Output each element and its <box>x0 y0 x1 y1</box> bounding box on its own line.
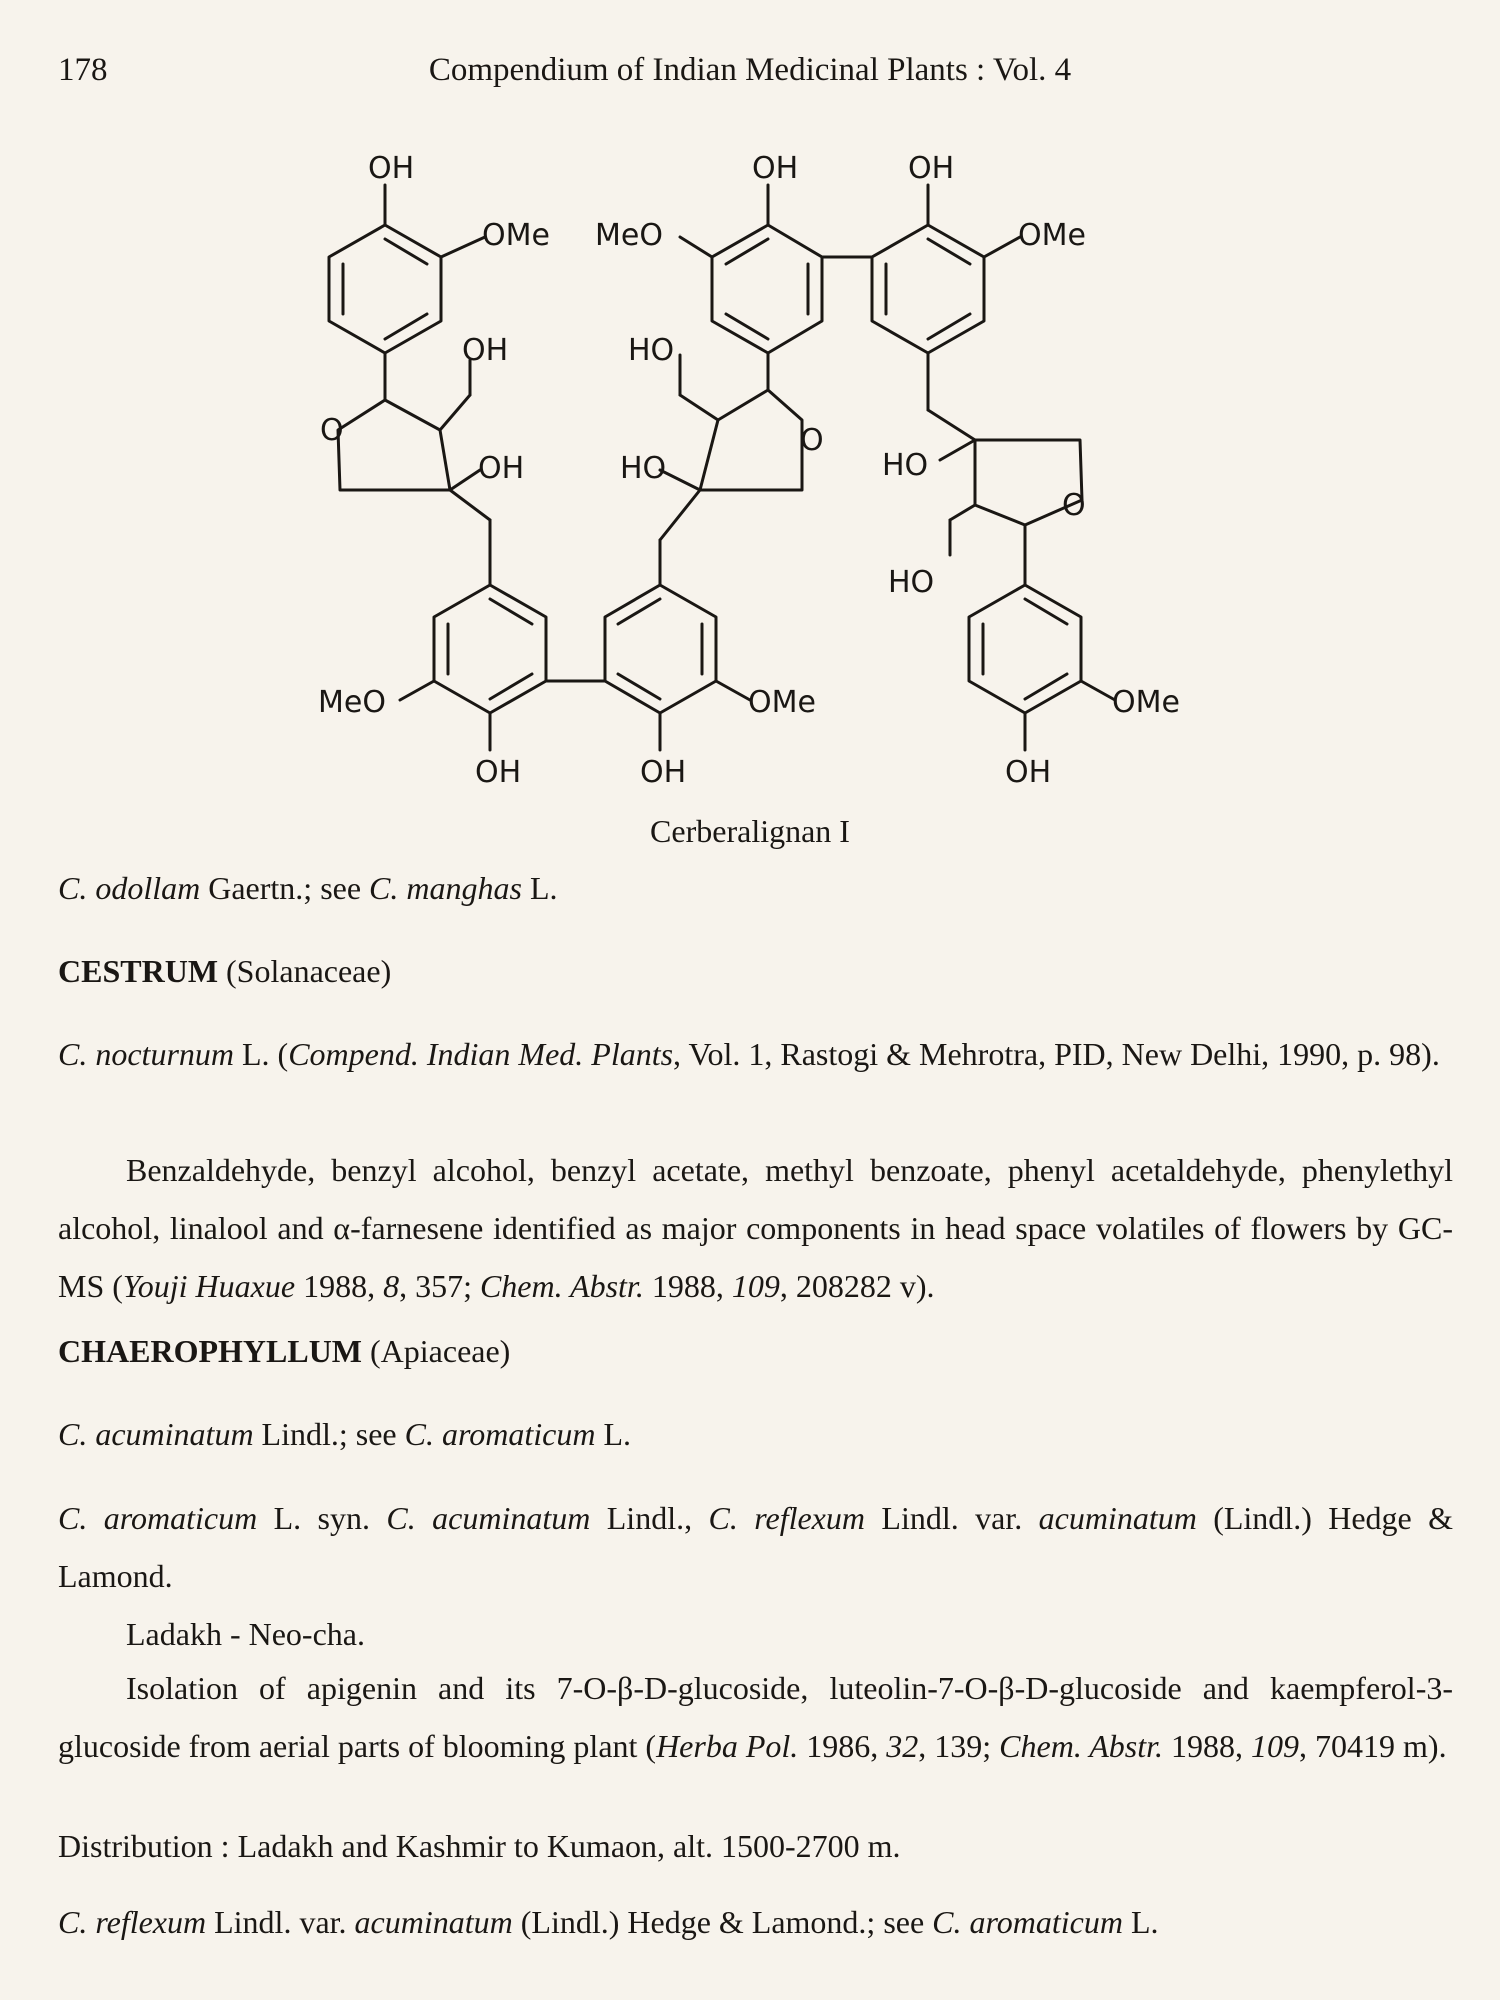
distribution-line: Distribution : Ladakh and Kashmir to Kumaon, alt. 1500-2700 m. <box>58 1828 901 1864</box>
page-number: 178 <box>58 52 108 88</box>
cross-reference: C. manghas <box>369 870 522 906</box>
label-o: O <box>800 423 824 458</box>
label-oh: OH <box>462 333 509 368</box>
species-name: C. odollam <box>58 870 201 906</box>
body-text-span: 1986, <box>798 1728 887 1764</box>
author-text: Lindl. var. <box>206 1904 355 1940</box>
entry-c-reflexum <box>58 1893 1453 1951</box>
variety-name: acuminatum <box>354 1904 513 1940</box>
journal-name: Chem. Abstr. <box>479 1268 644 1304</box>
journal-name: Herba Pol. <box>656 1728 799 1764</box>
body-text-span: 1988, <box>1163 1728 1252 1764</box>
running-title: Compendium of Indian Medicinal Plants : Vol. 4 <box>428 52 1072 88</box>
label-ho: HO <box>620 451 667 486</box>
author-text: L. <box>595 1416 631 1452</box>
paragraph-c-aromaticum <box>58 1659 1453 1775</box>
author-text: (Lindl.) Hedge & Lamond. <box>58 1500 1454 1594</box>
label-ome: OMe <box>1018 218 1086 253</box>
label-ome: OMe <box>1112 685 1180 720</box>
volume-number: 32 <box>886 1728 919 1764</box>
label-oh: OH <box>368 151 415 186</box>
volume-number: 109 <box>731 1268 780 1304</box>
variety-name: acuminatum <box>1038 1500 1197 1536</box>
cross-reference: C. aromaticum <box>404 1416 596 1452</box>
family-name: (Apiaceae) <box>362 1333 511 1369</box>
label-oh: OH <box>640 755 687 790</box>
synonym: C. acuminatum <box>386 1500 591 1536</box>
species-name: C. acuminatum <box>58 1416 254 1452</box>
label-oh: OH <box>908 151 955 186</box>
body-text-span: Isolation of apigenin and its 7-O-β-D-glucoside, luteolin-7-O-β-D-glucoside and kaempferol-3-glucoside from aerial parts of blooming plant ( <box>58 1670 1453 1764</box>
author-text: (Lindl.) Hedge & Lamond.; see <box>512 1904 933 1940</box>
paragraph-c-nocturnum <box>58 1141 1453 1315</box>
label-oh: OH <box>1005 755 1052 790</box>
genus-heading-chaerophyllum <box>58 1322 1453 1380</box>
volume-number: 8 <box>383 1268 400 1304</box>
cross-reference: C. aromaticum <box>932 1904 1123 1940</box>
cerberalignan-structure-diagram <box>0 0 1500 800</box>
author-text: Gaertn.; see <box>200 870 370 906</box>
label-oh: OH <box>475 755 522 790</box>
body-text-span: 1988, <box>295 1268 384 1304</box>
volume-number: 109 <box>1251 1728 1300 1764</box>
body-text-span: , 139; <box>918 1728 1000 1764</box>
structure-bonds <box>329 185 1115 750</box>
species-name: C. nocturnum <box>58 1036 234 1072</box>
genus-name: CHAEROPHYLLUM <box>58 1333 362 1369</box>
label-ome: OMe <box>748 685 816 720</box>
family-name: (Solanaceae) <box>218 953 392 989</box>
body-text-span: , 70419 m). <box>1299 1728 1447 1764</box>
author-text: L. ( <box>234 1036 289 1072</box>
synonym: C. reflexum <box>708 1500 865 1536</box>
species-name: C. aromaticum <box>58 1500 258 1536</box>
body-text-span: Benzaldehyde, benzyl alcohol, benzyl acetate, methyl benzoate, phenyl acetaldehyde, phenylethyl alcohol, linalool and α-farnesene identified as major components in head space volatiles of flowers by GC-MS ( <box>58 1152 1453 1304</box>
figure-caption: Cerberalignan I <box>650 813 850 849</box>
author-text: Lindl. var. <box>865 1500 1039 1536</box>
label-oh: OH <box>752 151 799 186</box>
author-text: L. <box>1122 1904 1159 1940</box>
genus-name: CESTRUM <box>58 953 219 989</box>
label-ho: HO <box>628 333 675 368</box>
label-ho: HO <box>882 448 929 483</box>
label-ho: HO <box>888 565 935 600</box>
entry-c-odollam <box>58 859 1453 917</box>
species-name: C. reflexum <box>58 1904 207 1940</box>
reference-title: Compend. Indian Med. Plants <box>288 1036 674 1072</box>
journal-name: Youji Huaxue <box>122 1268 296 1304</box>
entry-c-nocturnum <box>58 1025 1453 1083</box>
author-text: Lindl., <box>590 1500 709 1536</box>
body-text-span: , 208282 v). <box>779 1268 935 1304</box>
label-oh: OH <box>478 451 525 486</box>
label-o: O <box>1062 488 1086 523</box>
genus-heading-cestrum <box>58 942 1453 1000</box>
label-meo: MeO <box>595 218 663 253</box>
author-text: Lindl.; see <box>253 1416 405 1452</box>
journal-name: Chem. Abstr. <box>999 1728 1164 1764</box>
body-text-span: , 357; <box>399 1268 480 1304</box>
entry-c-acuminatum <box>58 1405 1453 1463</box>
author-text: L. syn. <box>257 1500 387 1536</box>
label-ome: OMe <box>482 218 550 253</box>
body-text-span: 1988, <box>643 1268 732 1304</box>
label-o: O <box>320 413 344 448</box>
reference-details: , Vol. 1, Rastogi & Mehrotra, PID, New Delhi, 1990, p. 98). <box>673 1036 1440 1072</box>
vernacular-name: Ladakh - Neo-cha. <box>126 1616 365 1652</box>
label-meo: MeO <box>318 685 386 720</box>
author-text: L. <box>521 870 558 906</box>
entry-c-aromaticum <box>58 1489 1453 1605</box>
